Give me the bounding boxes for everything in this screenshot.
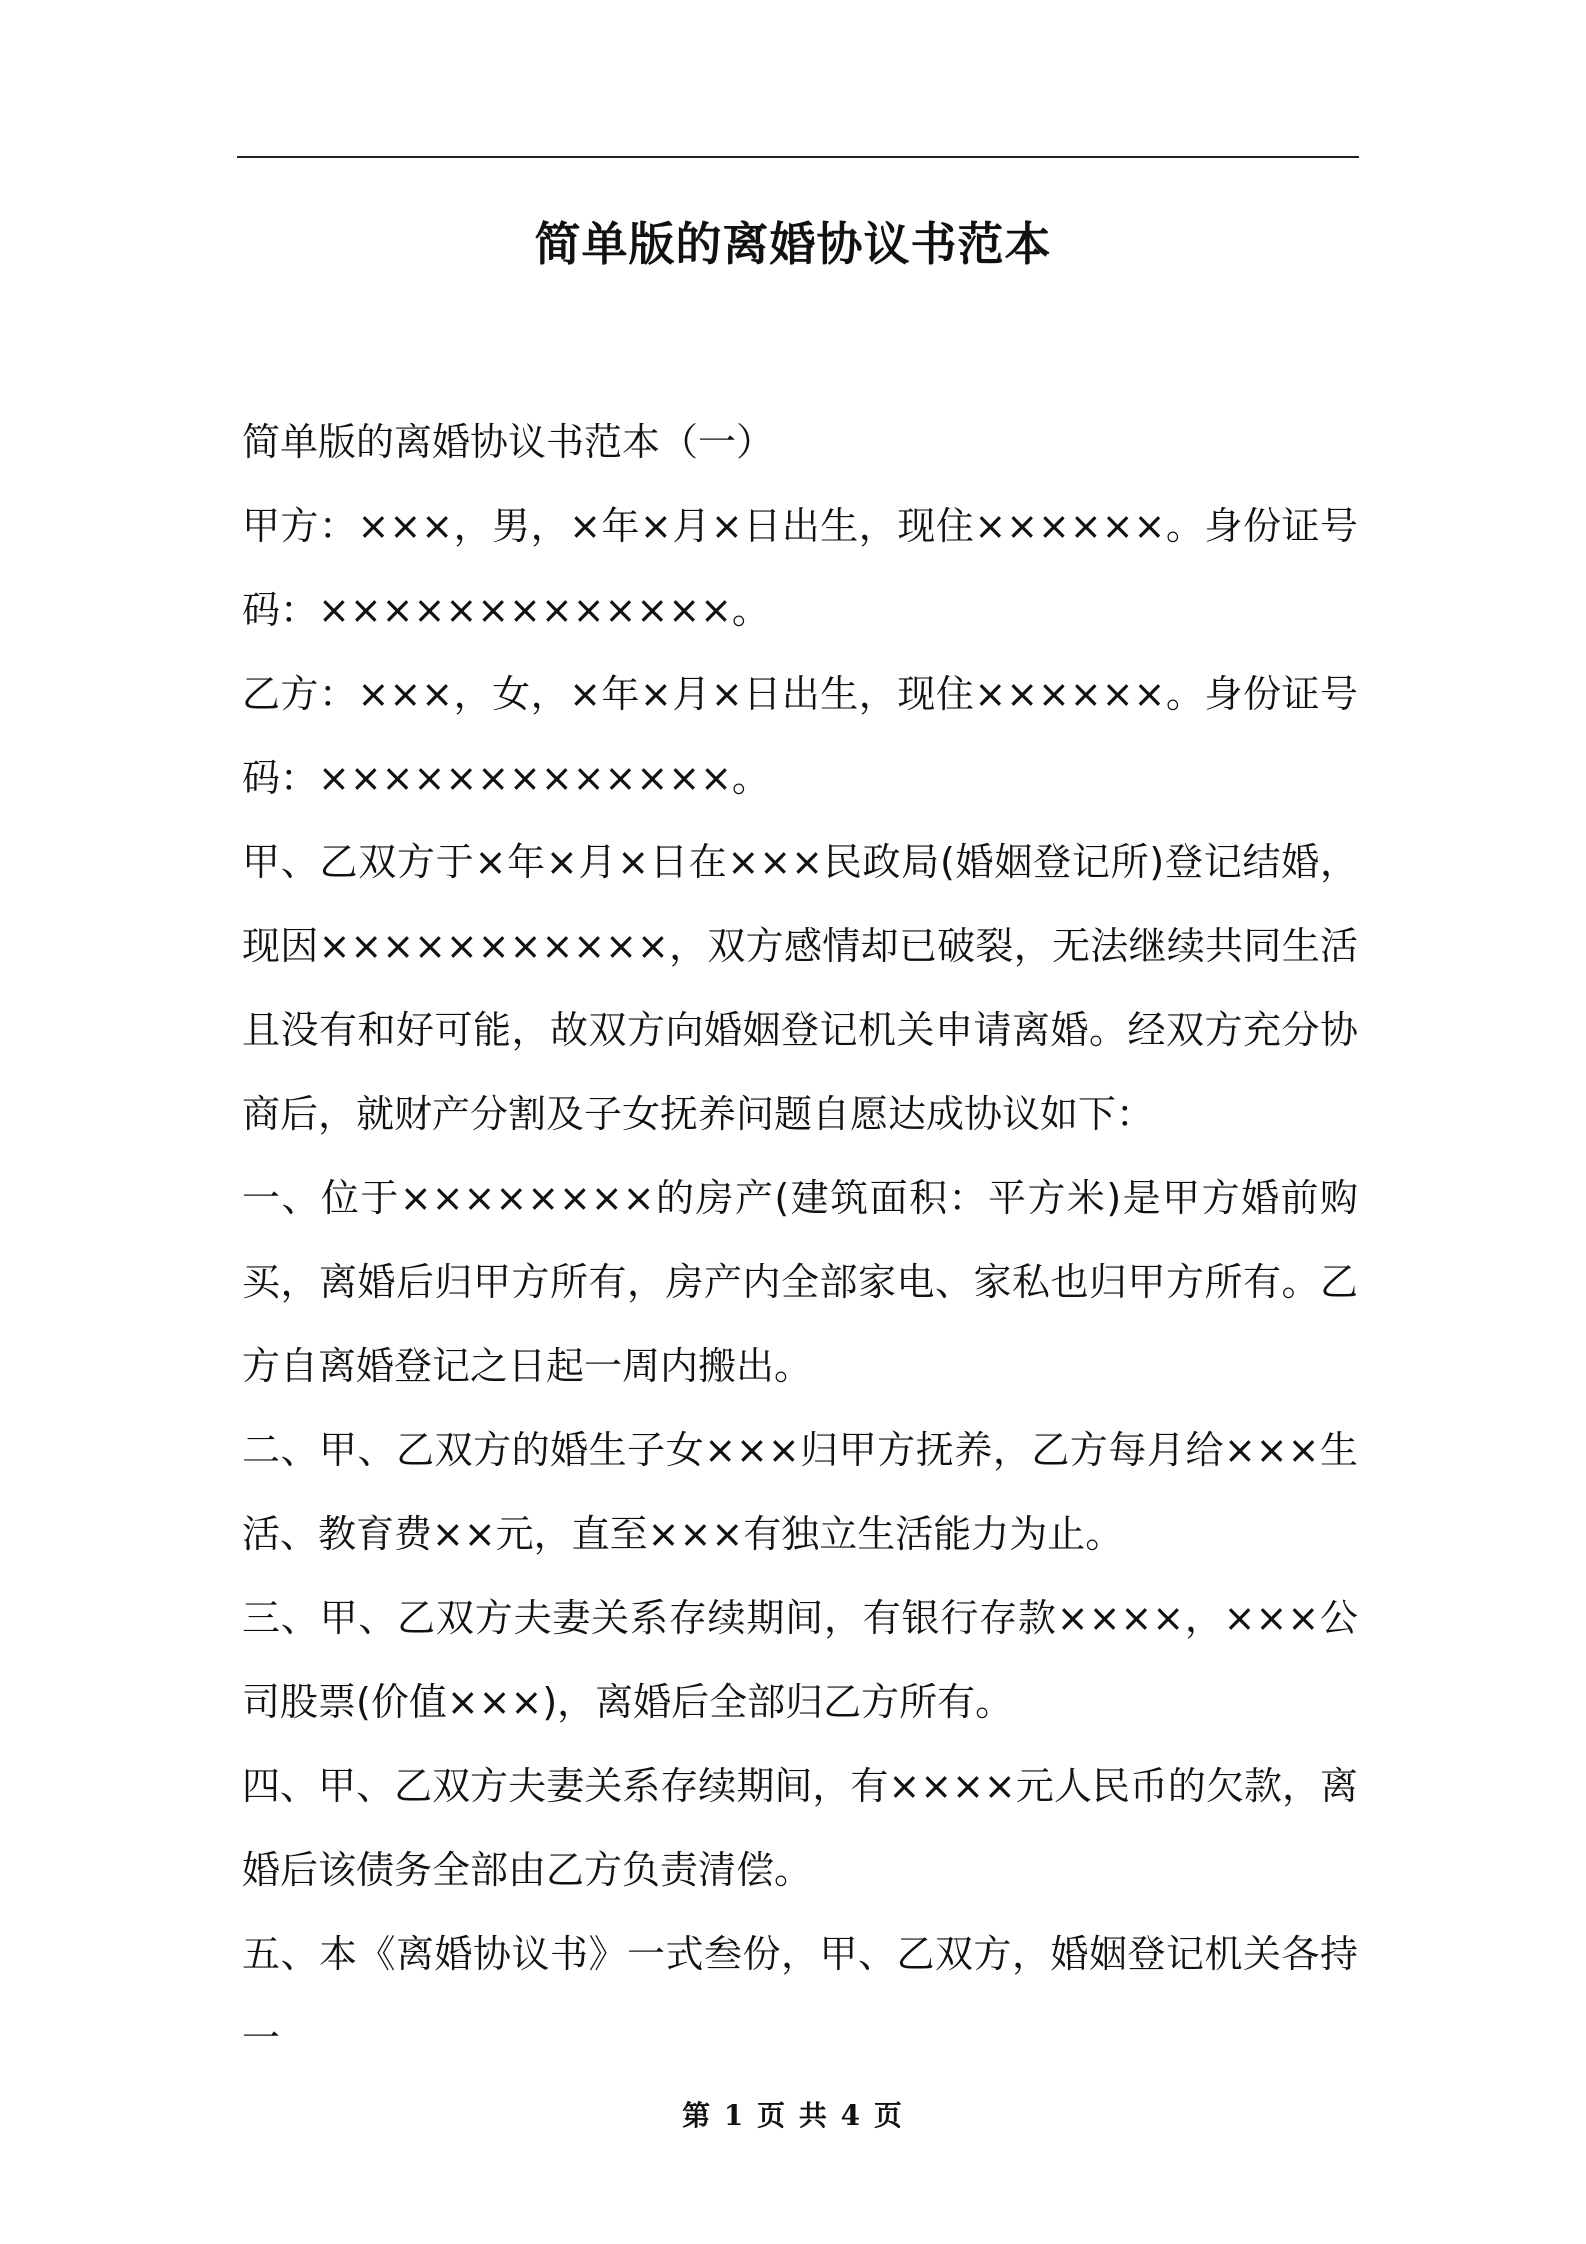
header-rule [237,156,1359,158]
clause-2-paragraph: 二、甲、乙双方的婚生子女×××归甲方抚养，乙方每月给×××生活、教育费××元，直至×××有独立生活能力为止。 [242,1428,1358,1556]
intro-paragraph: 甲、乙双方于×年×月×日在×××民政局(婚姻登记所)登记结婚，现因×××××××××××，双方感情却已破裂，无法继续共同生活且没有和好可能，故双方向婚姻登记机关申请离婚。经双方充分协商后，就财产分割及子女抚养问题自愿达成协议如下： [242,840,1358,1136]
party-b-paragraph: 乙方：×××，女，×年×月×日出生，现住××××××。身份证号码：×××××××××××××。 [242,672,1358,800]
clause-4-paragraph: 四、甲、乙双方夫妻关系存续期间，有××××元人民币的欠款，离婚后该债务全部由乙方负责清偿。 [242,1764,1358,1892]
clause-3-paragraph: 三、甲、乙双方夫妻关系存续期间，有银行存款××××，×××公司股票(价值×××)，离婚后全部归乙方所有。 [242,1596,1358,1724]
party-a-paragraph: 甲方：×××，男，×年×月×日出生，现住××××××。身份证号码：×××××××××××××。 [242,504,1358,632]
document-title: 简单版的离婚协议书范本 [534,217,1052,271]
page-number: 第 1 页 共 4 页 [682,2099,904,2132]
document-body [242,400,1358,2080]
section-heading: 简单版的离婚协议书范本（一） [242,420,775,464]
clause-1-paragraph: 一、位于××××××××的房产(建筑面积：平方米)是甲方婚前购买，离婚后归甲方所有，房产内全部家电、家私也归甲方所有。乙方自离婚登记之日起一周内搬出。 [242,1176,1358,1388]
clause-5-paragraph: 五、本《离婚协议书》一式叁份，甲、乙双方，婚姻登记机关各持一 [242,1932,1358,2060]
